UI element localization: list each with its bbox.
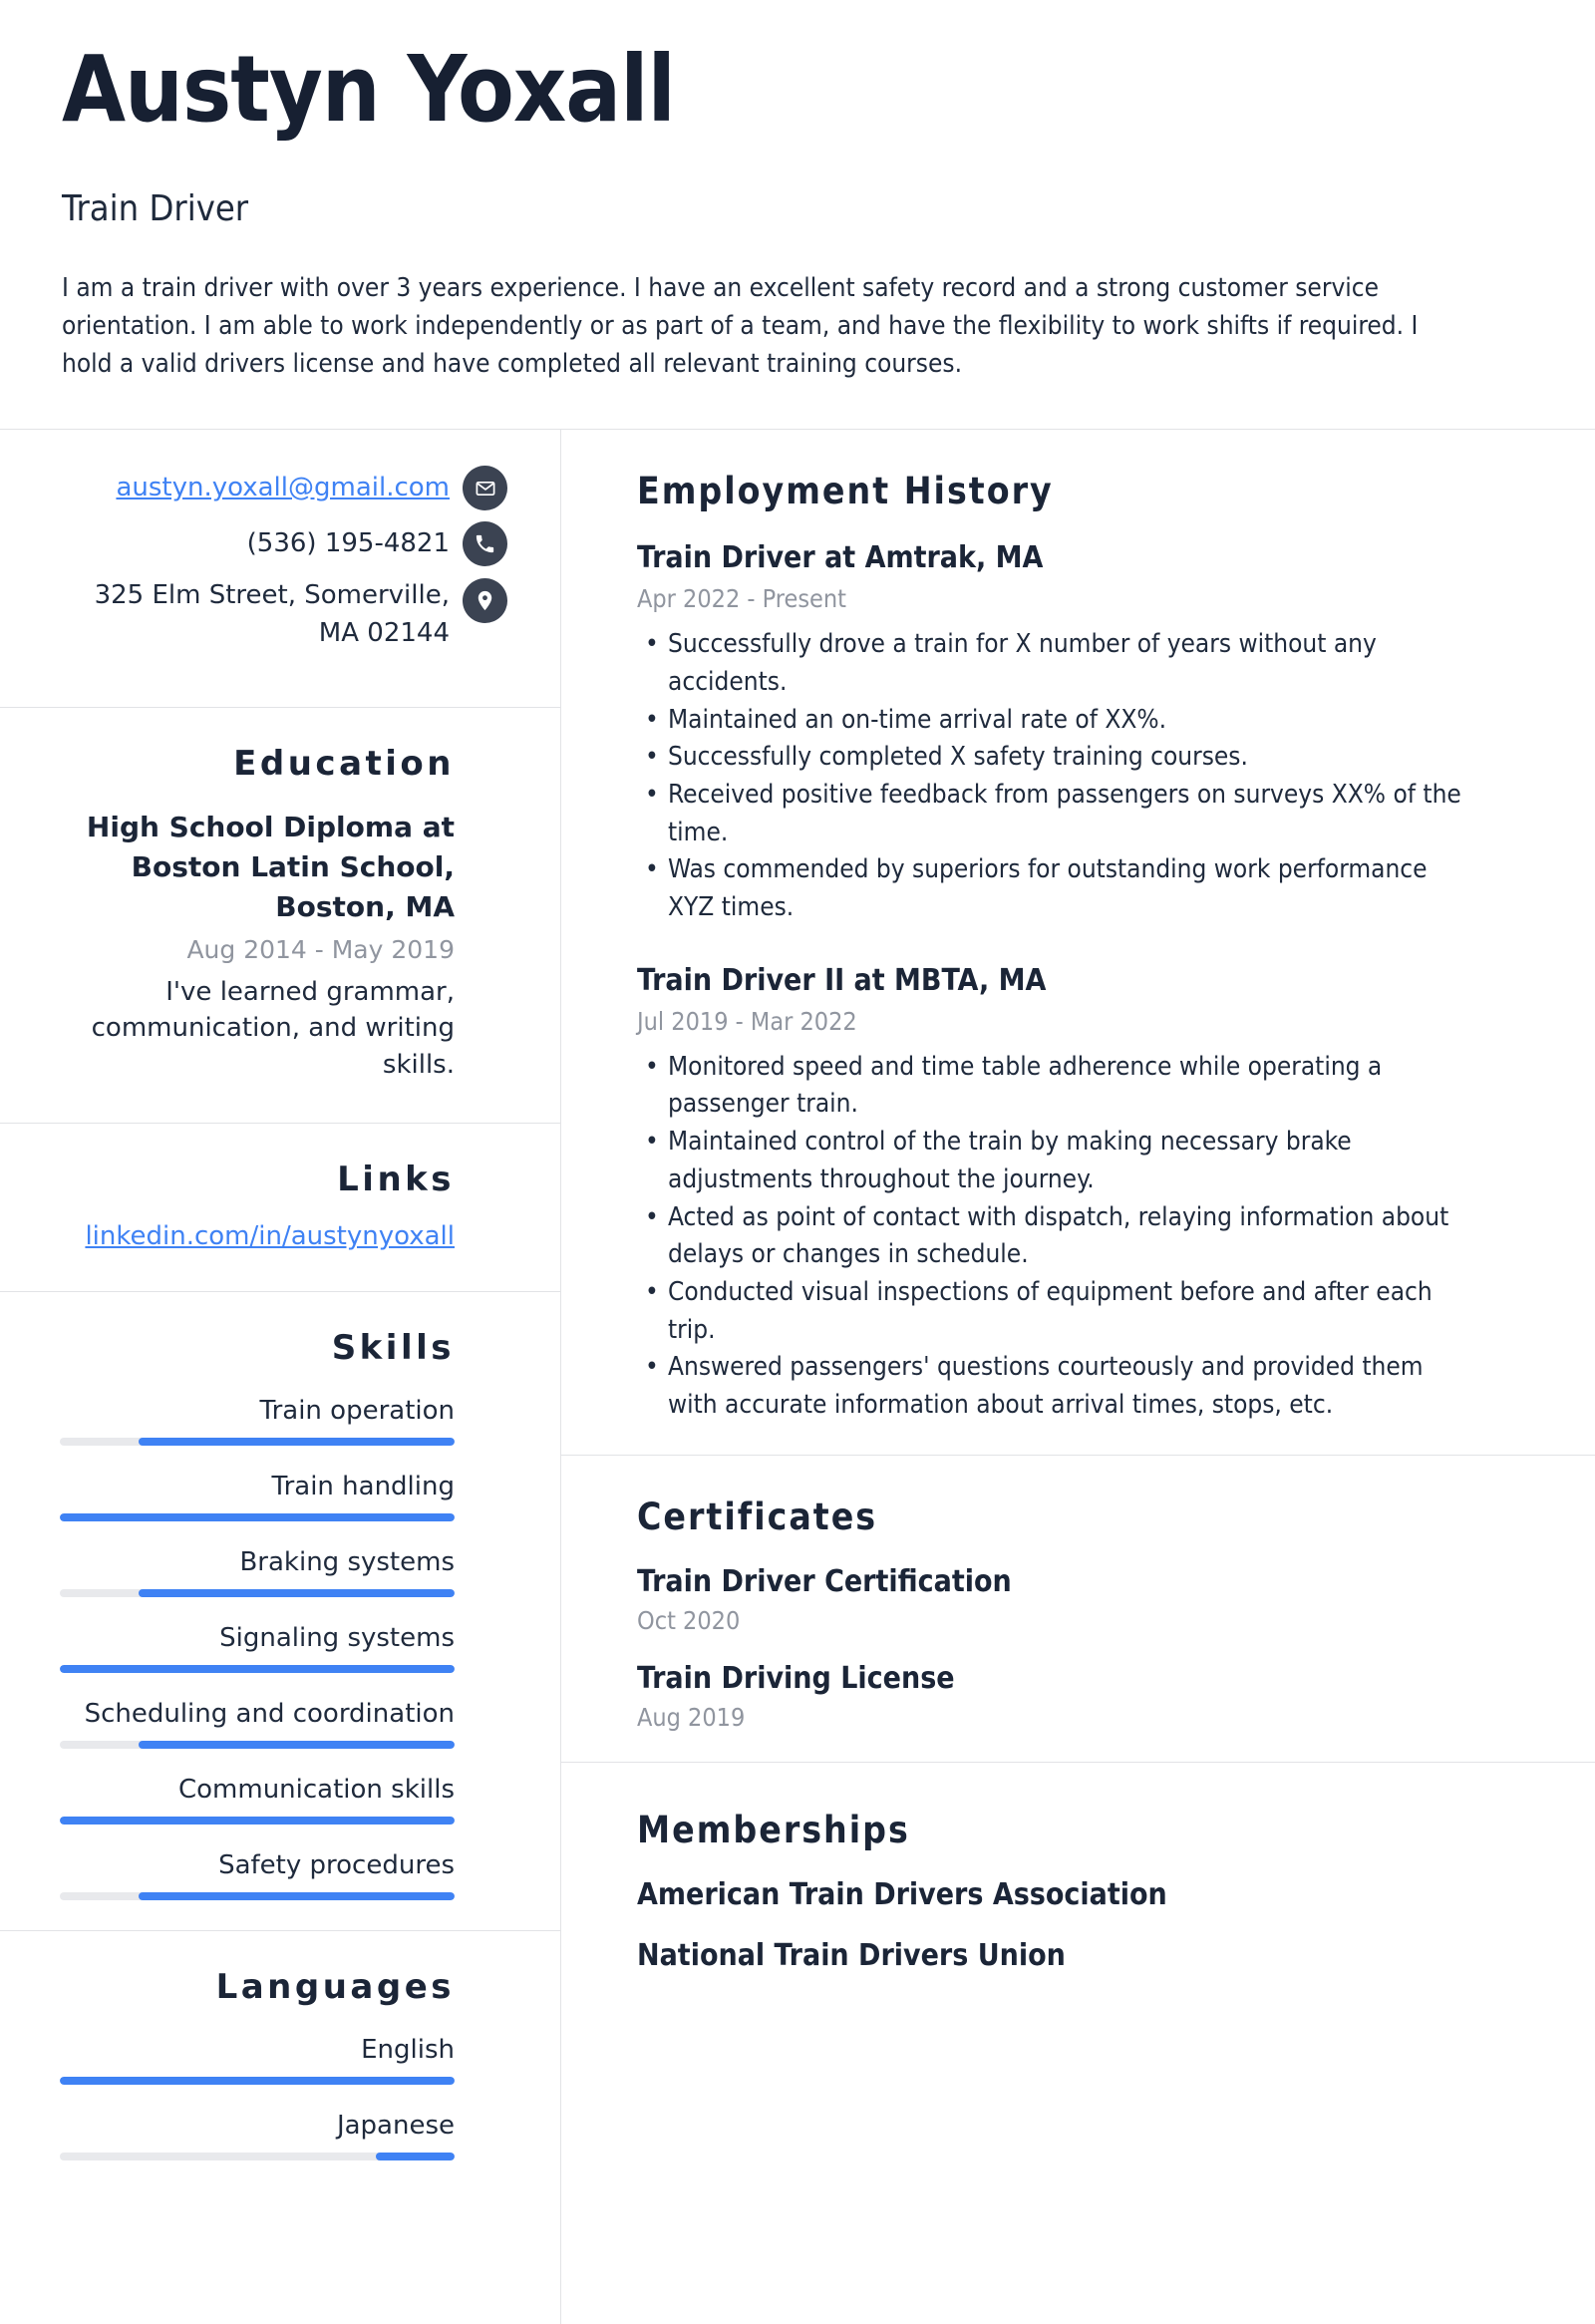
skill-item: [60, 1472, 455, 1521]
employment-history-heading: Employment History: [637, 470, 1054, 513]
skill-progress-bar: [60, 1892, 455, 1900]
skill-progress-fill: [139, 1438, 455, 1446]
contact-phone-row: [60, 521, 507, 566]
membership-entry: American Train Drivers Association: [637, 1876, 1167, 1912]
education-heading: Education: [233, 744, 455, 785]
certificate-entry: [637, 1564, 1555, 1635]
header-job-title: Train Driver: [62, 187, 249, 229]
job-dates: Apr 2022 - Present: [637, 584, 846, 614]
phone-number: (536) 195-4821: [246, 527, 450, 558]
languages-section: [0, 1931, 560, 2279]
person-name: Austyn Yoxall: [62, 36, 675, 143]
memberships-heading: Memberships: [637, 1808, 910, 1851]
language-progress-fill: [60, 2077, 455, 2085]
job-bullet: • Received positive feedback from passengers on surveys XX% of the time.: [637, 777, 1464, 851]
skill-progress-bar: [60, 1665, 455, 1673]
job-bullet-list: [637, 626, 1555, 927]
header: [0, 0, 1595, 383]
language-label: English: [361, 2035, 455, 2066]
skill-label: Braking systems: [239, 1547, 455, 1578]
skill-label: Train handling: [271, 1472, 455, 1502]
education-section: [0, 708, 560, 1124]
skill-progress-bar: [60, 1438, 455, 1446]
certificate-date: Oct 2020: [637, 1605, 741, 1635]
links-heading: Links: [337, 1160, 455, 1200]
location-icon: [463, 578, 507, 623]
skill-progress-fill: [139, 1589, 455, 1597]
address: 325 Elm Street, Somerville, MA 02144: [94, 580, 450, 648]
education-degree: High School Diploma at Boston Latin School, Boston, MA: [86, 811, 455, 923]
skill-label: Scheduling and coordination: [84, 1699, 455, 1730]
main-column: [561, 430, 1595, 2323]
language-label: Japanese: [336, 2111, 455, 2142]
skill-progress-fill: [139, 1892, 455, 1900]
job-bullet: • Acted as point of contact with dispatch, relaying information about delays or changes in schedule.: [637, 1199, 1464, 1274]
job-bullet: • Answered passengers' questions courteously and provided them with accurate information about arrival times, stops, etc.: [637, 1349, 1464, 1424]
certificate-entry: [637, 1661, 1555, 1732]
job-bullet-list: [637, 1049, 1555, 1425]
certificate-title: Train Driving License: [637, 1660, 955, 1696]
certificates-heading: Certificates: [637, 1494, 878, 1538]
job-bullet: • Was commended by superiors for outstanding work performance XYZ times.: [637, 851, 1464, 926]
linkedin-link[interactable]: linkedin.com/in/austynyoxall: [85, 1221, 455, 1252]
education-dates: Aug 2014 - May 2019: [186, 934, 455, 964]
skill-item: [60, 1699, 455, 1749]
language-item: [60, 2111, 455, 2160]
job-bullet: • Successfully completed X safety training courses.: [637, 739, 1464, 777]
content-columns: [0, 429, 1595, 2323]
language-progress-bar: [60, 2077, 455, 2085]
job-entry: [637, 963, 1555, 1425]
skills-section: [0, 1292, 560, 1931]
certificates-section: [561, 1456, 1595, 1763]
job-bullet: • Maintained control of the train by making necessary brake adjustments throughout the journey.: [637, 1124, 1464, 1198]
contact-address-row: [60, 577, 507, 652]
email-link[interactable]: austyn.yoxall@gmail.com: [116, 472, 450, 502]
certificate-date: Aug 2019: [637, 1702, 746, 1732]
education-description: I've learned grammar, communication, and writing skills.: [91, 976, 455, 1081]
employment-history-section: [561, 430, 1595, 1455]
skill-item: [60, 1396, 455, 1446]
skills-heading: Skills: [331, 1328, 455, 1369]
skill-progress-fill: [139, 1741, 455, 1749]
links-section: [0, 1124, 560, 1292]
skill-progress-bar: [60, 1589, 455, 1597]
job-bullet: • Conducted visual inspections of equipment before and after each trip.: [637, 1274, 1464, 1349]
email-icon: [463, 466, 507, 510]
skill-progress-fill: [60, 1817, 455, 1825]
skill-progress-fill: [60, 1513, 455, 1521]
skill-progress-bar: [60, 1817, 455, 1825]
skill-label: Communication skills: [177, 1775, 455, 1806]
job-title: Train Driver II at MBTA, MA: [637, 962, 1047, 998]
languages-heading: Languages: [215, 1967, 455, 2008]
language-progress-fill: [376, 2153, 455, 2160]
job-title: Train Driver at Amtrak, MA: [637, 540, 1044, 576]
memberships-section: [561, 1763, 1595, 2324]
skill-progress-bar: [60, 1741, 455, 1749]
job-bullet: • Successfully drove a train for X number of years without any accidents.: [637, 626, 1464, 701]
phone-icon: [463, 521, 507, 566]
skill-item: [60, 1850, 455, 1900]
link-item: [60, 1221, 455, 1251]
job-bullet: • Maintained an on-time arrival rate of XX%.: [637, 702, 1464, 740]
job-entry: [637, 540, 1555, 927]
skill-progress-bar: [60, 1513, 455, 1521]
skill-label: Signaling systems: [219, 1623, 455, 1654]
language-progress-bar: [60, 2153, 455, 2160]
profile-summary: I am a train driver with over 3 years experience. I have an excellent safety record and a strong customer service orientation. I am able to work independently or as part of a team, and have the flexibility to work shifts if required. I hold a valid drivers license and have completed all relevant training courses.: [62, 272, 1419, 380]
skill-item: [60, 1547, 455, 1597]
membership-entry: National Train Drivers Union: [637, 1937, 1066, 1973]
certificate-title: Train Driver Certification: [637, 1563, 1012, 1599]
job-bullet: • Monitored speed and time table adherence while operating a passenger train.: [637, 1049, 1464, 1124]
contact-email-row: [60, 466, 507, 510]
contact-section: [0, 430, 560, 708]
skill-item: [60, 1623, 455, 1673]
language-item: [60, 2035, 455, 2085]
sidebar: [0, 430, 561, 2323]
skill-label: Train operation: [259, 1396, 455, 1427]
skill-progress-fill: [60, 1665, 455, 1673]
job-dates: Jul 2019 - Mar 2022: [637, 1006, 857, 1036]
skill-item: [60, 1775, 455, 1825]
skill-label: Safety procedures: [218, 1850, 455, 1881]
